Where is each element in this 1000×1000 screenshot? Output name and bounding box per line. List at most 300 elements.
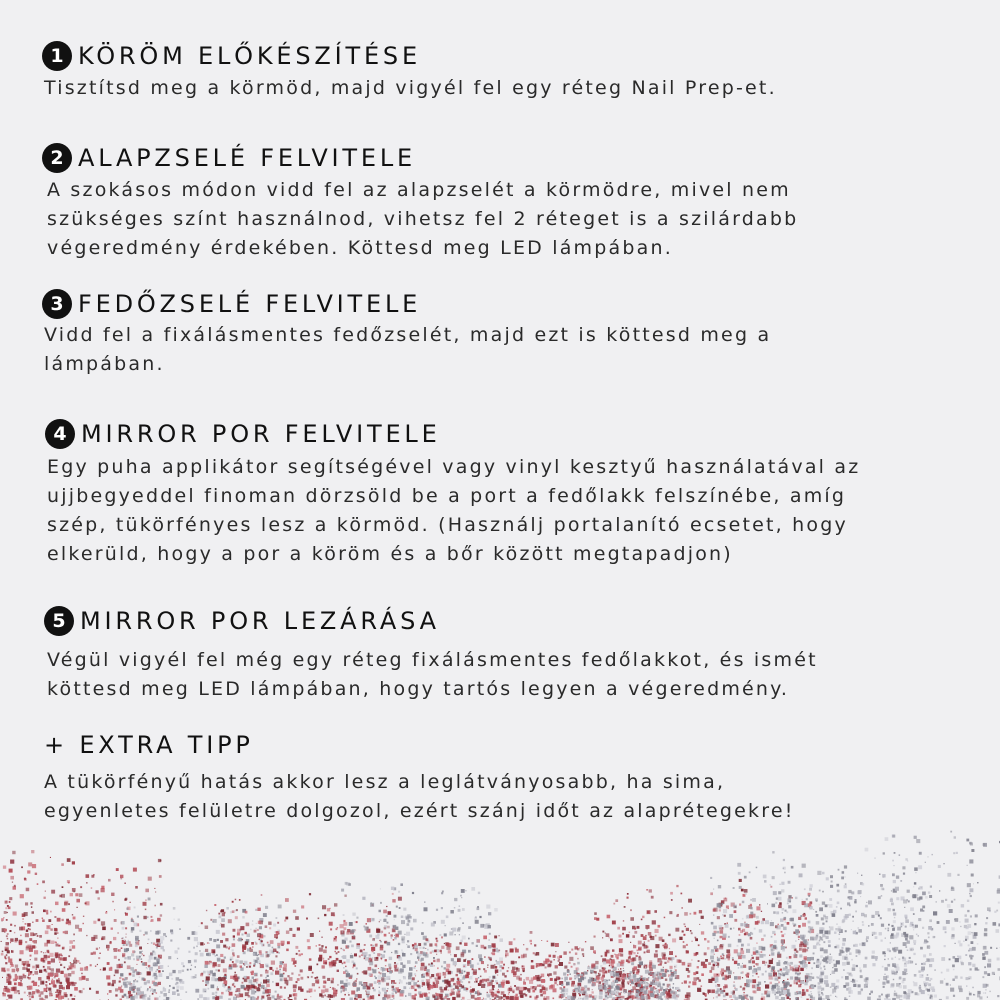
glitter-particle bbox=[611, 955, 614, 958]
glitter-particle bbox=[764, 964, 766, 966]
glitter-particle bbox=[68, 973, 71, 976]
glitter-particle bbox=[350, 930, 354, 934]
glitter-particle bbox=[65, 931, 68, 934]
glitter-particle bbox=[925, 896, 928, 899]
glitter-particle bbox=[311, 976, 313, 978]
glitter-particle bbox=[398, 897, 402, 901]
glitter-particle bbox=[263, 988, 264, 989]
glitter-particle bbox=[856, 980, 857, 981]
glitter-particle bbox=[761, 951, 763, 953]
glitter-particle bbox=[239, 994, 243, 998]
glitter-particle bbox=[6, 919, 8, 921]
glitter-particle bbox=[457, 928, 460, 931]
glitter-particle bbox=[109, 967, 113, 971]
glitter-particle bbox=[256, 957, 259, 960]
glitter-particle bbox=[286, 931, 289, 934]
glitter-particle bbox=[188, 960, 191, 963]
glitter-particle bbox=[34, 971, 38, 975]
glitter-particle bbox=[354, 921, 355, 922]
glitter-particle bbox=[656, 988, 657, 989]
glitter-particle bbox=[762, 961, 765, 964]
glitter-particle bbox=[156, 959, 159, 962]
glitter-particle bbox=[688, 899, 692, 903]
glitter-particle bbox=[153, 943, 156, 946]
glitter-particle bbox=[757, 989, 759, 991]
glitter-particle bbox=[697, 966, 699, 968]
glitter-particle bbox=[683, 934, 685, 936]
glitter-particle bbox=[321, 990, 325, 994]
glitter-particle bbox=[509, 988, 513, 992]
glitter-particle bbox=[344, 988, 347, 991]
glitter-particle bbox=[337, 984, 338, 985]
glitter-particle bbox=[795, 941, 796, 942]
glitter-particle bbox=[771, 920, 772, 921]
glitter-particle bbox=[319, 987, 321, 989]
glitter-particle bbox=[135, 886, 138, 889]
glitter-particle bbox=[109, 942, 111, 944]
glitter-particle bbox=[858, 991, 862, 995]
glitter-particle bbox=[670, 966, 673, 969]
glitter-particle bbox=[420, 967, 424, 971]
glitter-particle bbox=[176, 977, 180, 981]
glitter-particle bbox=[652, 965, 656, 969]
glitter-particle bbox=[858, 929, 862, 933]
glitter-particle bbox=[420, 960, 422, 962]
glitter-particle bbox=[126, 908, 128, 910]
glitter-particle bbox=[657, 975, 661, 979]
glitter-particle bbox=[667, 960, 670, 963]
glitter-particle bbox=[728, 958, 730, 960]
glitter-particle bbox=[8, 906, 11, 909]
glitter-particle bbox=[963, 941, 964, 942]
glitter-particle bbox=[733, 972, 734, 973]
glitter-particle bbox=[531, 960, 533, 962]
step-5-description: Végül vigyél fel még egy réteg fixálásmentes fedőlakkot, és ismét köttesd meg LED lámpában, hogy tartós legyen a végeredmény. bbox=[47, 649, 818, 700]
glitter-particle bbox=[23, 921, 24, 922]
glitter-particle bbox=[3, 866, 6, 869]
glitter-particle bbox=[627, 897, 629, 899]
glitter-particle bbox=[605, 954, 608, 957]
glitter-particle bbox=[73, 917, 76, 920]
glitter-particle bbox=[983, 992, 985, 994]
glitter-particle bbox=[124, 899, 126, 901]
glitter-particle bbox=[478, 977, 479, 978]
glitter-particle bbox=[131, 953, 134, 956]
glitter-particle bbox=[969, 991, 970, 992]
glitter-particle bbox=[885, 938, 886, 939]
glitter-particle bbox=[950, 985, 951, 986]
glitter-particle bbox=[933, 911, 937, 915]
glitter-particle bbox=[891, 903, 894, 906]
glitter-particle bbox=[139, 930, 141, 932]
glitter-particle bbox=[122, 937, 124, 939]
glitter-particle bbox=[907, 949, 909, 951]
glitter-particle bbox=[233, 938, 235, 940]
glitter-particle bbox=[510, 986, 511, 987]
glitter-particle bbox=[620, 968, 621, 969]
glitter-particle bbox=[523, 981, 524, 982]
glitter-particle bbox=[675, 987, 678, 990]
glitter-particle bbox=[27, 995, 28, 996]
glitter-particle bbox=[780, 974, 781, 975]
glitter-particle bbox=[400, 968, 404, 972]
glitter-particle bbox=[235, 960, 238, 963]
glitter-particle bbox=[12, 851, 15, 854]
glitter-particle bbox=[263, 913, 267, 917]
glitter-particle bbox=[574, 964, 576, 966]
glitter-particle bbox=[372, 987, 374, 989]
glitter-particle bbox=[406, 944, 407, 945]
glitter-particle bbox=[372, 945, 374, 947]
glitter-particle bbox=[22, 918, 24, 920]
glitter-particle bbox=[267, 981, 269, 983]
glitter-particle bbox=[644, 996, 648, 1000]
glitter-particle bbox=[734, 982, 735, 983]
glitter-particle bbox=[431, 923, 435, 927]
glitter-particle bbox=[728, 908, 729, 909]
glitter-particle bbox=[79, 963, 80, 964]
glitter-particle bbox=[114, 919, 117, 922]
glitter-particle bbox=[196, 946, 198, 948]
glitter-particle bbox=[758, 982, 761, 985]
glitter-particle bbox=[24, 912, 28, 916]
glitter-particle bbox=[796, 932, 799, 935]
glitter-particle bbox=[728, 971, 732, 975]
glitter-particle bbox=[941, 900, 944, 903]
glitter-particle bbox=[929, 946, 931, 948]
glitter-particle bbox=[387, 942, 391, 946]
glitter-particle bbox=[118, 987, 122, 991]
glitter-particle bbox=[194, 960, 197, 963]
glitter-particle bbox=[18, 993, 20, 995]
glitter-particle bbox=[920, 909, 923, 912]
glitter-particle bbox=[771, 970, 773, 972]
glitter-particle bbox=[871, 923, 874, 926]
glitter-particle bbox=[733, 995, 736, 998]
glitter-particle bbox=[555, 943, 559, 947]
glitter-particle bbox=[333, 992, 337, 996]
glitter-particle bbox=[252, 977, 254, 979]
glitter-particle bbox=[795, 897, 797, 899]
glitter-particle bbox=[93, 921, 96, 924]
glitter-particle bbox=[737, 945, 739, 947]
glitter-particle bbox=[985, 922, 987, 924]
glitter-particle bbox=[471, 995, 475, 999]
glitter-particle bbox=[772, 851, 774, 853]
glitter-particle bbox=[34, 950, 38, 954]
glitter-particle bbox=[740, 986, 742, 988]
glitter-particle bbox=[801, 937, 804, 940]
glitter-particle bbox=[483, 936, 487, 940]
glitter-particle bbox=[669, 986, 671, 988]
glitter-particle bbox=[273, 924, 276, 927]
glitter-particle bbox=[147, 943, 148, 944]
glitter-particle bbox=[200, 953, 204, 957]
glitter-particle bbox=[875, 911, 879, 915]
glitter-particle bbox=[660, 993, 663, 996]
glitter-particle bbox=[150, 930, 152, 932]
glitter-particle bbox=[786, 911, 788, 913]
glitter-particle bbox=[240, 966, 242, 968]
glitter-particle bbox=[275, 971, 279, 975]
glitter-particle bbox=[845, 883, 847, 885]
glitter-particle bbox=[272, 947, 274, 949]
glitter-particle bbox=[750, 899, 752, 901]
glitter-particle bbox=[49, 983, 51, 985]
glitter-particle bbox=[205, 926, 209, 930]
glitter-particle bbox=[617, 963, 621, 967]
glitter-particle bbox=[357, 987, 361, 991]
glitter-particle bbox=[96, 890, 99, 893]
glitter-particle bbox=[275, 955, 277, 957]
glitter-particle bbox=[467, 963, 470, 966]
glitter-particle bbox=[764, 935, 766, 937]
glitter-particle bbox=[628, 989, 629, 990]
glitter-particle bbox=[765, 962, 767, 964]
glitter-particle bbox=[946, 920, 950, 924]
glitter-particle bbox=[717, 931, 720, 934]
glitter-particle bbox=[266, 952, 268, 954]
glitter-particle bbox=[665, 943, 667, 945]
glitter-particle bbox=[814, 985, 816, 987]
glitter-particle bbox=[141, 961, 143, 963]
glitter-particle bbox=[515, 994, 517, 996]
glitter-particle bbox=[323, 950, 327, 954]
glitter-particle bbox=[945, 931, 947, 933]
glitter-particle bbox=[217, 987, 218, 988]
glitter-particle bbox=[6, 935, 8, 937]
glitter-particle bbox=[621, 992, 622, 993]
glitter-particle bbox=[129, 973, 132, 976]
glitter-particle bbox=[28, 862, 32, 866]
glitter-particle bbox=[984, 951, 988, 955]
glitter-particle bbox=[55, 985, 57, 987]
glitter-particle bbox=[924, 985, 926, 987]
glitter-particle bbox=[310, 933, 314, 937]
glitter-particle bbox=[653, 991, 656, 994]
glitter-particle bbox=[669, 911, 672, 914]
glitter-particle bbox=[341, 933, 344, 936]
glitter-particle bbox=[778, 960, 780, 962]
glitter-particle bbox=[913, 949, 914, 950]
glitter-particle bbox=[817, 976, 820, 979]
glitter-particle bbox=[693, 972, 696, 975]
glitter-particle bbox=[328, 958, 330, 960]
glitter-particle bbox=[774, 994, 776, 996]
glitter-particle bbox=[80, 886, 82, 888]
glitter-particle bbox=[237, 955, 240, 958]
glitter-particle bbox=[793, 909, 797, 913]
glitter-particle bbox=[93, 952, 96, 955]
glitter-particle bbox=[193, 947, 195, 949]
glitter-particle bbox=[880, 884, 883, 887]
glitter-particle bbox=[26, 888, 30, 892]
glitter-particle bbox=[171, 978, 173, 980]
glitter-particle bbox=[725, 958, 727, 960]
glitter-particle bbox=[732, 959, 734, 961]
glitter-particle bbox=[214, 973, 216, 975]
glitter-particle bbox=[71, 971, 74, 974]
glitter-particle bbox=[476, 981, 478, 983]
glitter-particle bbox=[364, 944, 366, 946]
glitter-particle bbox=[632, 935, 635, 938]
glitter-particle bbox=[913, 940, 916, 943]
glitter-particle bbox=[384, 934, 387, 937]
glitter-particle bbox=[212, 996, 215, 999]
glitter-particle bbox=[235, 994, 236, 995]
glitter-particle bbox=[422, 986, 423, 987]
glitter-particle bbox=[894, 852, 896, 854]
glitter-particle bbox=[590, 946, 594, 950]
glitter-particle bbox=[497, 974, 498, 975]
glitter-particle bbox=[237, 929, 241, 933]
glitter-particle bbox=[836, 906, 838, 908]
glitter-particle bbox=[761, 938, 764, 941]
glitter-particle bbox=[787, 902, 789, 904]
glitter-particle bbox=[368, 967, 372, 971]
glitter-particle bbox=[969, 842, 972, 845]
glitter-particle bbox=[394, 962, 396, 964]
glitter-particle bbox=[219, 977, 220, 978]
glitter-particle bbox=[973, 883, 974, 884]
glitter-particle bbox=[805, 991, 807, 993]
glitter-particle bbox=[495, 972, 496, 973]
glitter-particle bbox=[363, 949, 365, 951]
glitter-particle bbox=[222, 978, 224, 980]
glitter-particle bbox=[36, 965, 40, 969]
glitter-particle bbox=[378, 975, 382, 979]
glitter-particle bbox=[908, 989, 912, 993]
glitter-particle bbox=[285, 898, 289, 902]
glitter-particle bbox=[253, 965, 255, 967]
glitter-particle bbox=[142, 963, 145, 966]
glitter-particle bbox=[276, 937, 278, 939]
glitter-particle bbox=[639, 962, 641, 964]
glitter-particle bbox=[234, 986, 236, 988]
glitter-particle bbox=[828, 904, 829, 905]
glitter-particle bbox=[426, 969, 429, 972]
glitter-particle bbox=[403, 976, 406, 979]
glitter-particle bbox=[798, 965, 800, 967]
glitter-particle bbox=[903, 873, 905, 875]
glitter-particle bbox=[298, 974, 300, 976]
glitter-particle bbox=[763, 954, 765, 956]
glitter-particle bbox=[263, 945, 264, 946]
glitter-particle bbox=[64, 967, 66, 969]
glitter-particle bbox=[903, 942, 907, 946]
glitter-particle bbox=[96, 991, 99, 994]
glitter-particle bbox=[201, 922, 203, 924]
glitter-particle bbox=[437, 959, 440, 962]
glitter-particle bbox=[206, 976, 210, 980]
glitter-particle bbox=[686, 968, 689, 971]
glitter-particle bbox=[858, 984, 861, 987]
glitter-particle bbox=[753, 947, 756, 950]
glitter-particle bbox=[599, 970, 602, 973]
glitter-particle bbox=[54, 916, 56, 918]
glitter-particle bbox=[495, 960, 497, 962]
glitter-particle bbox=[581, 977, 585, 981]
glitter-particle bbox=[228, 986, 230, 988]
glitter-particle bbox=[145, 983, 147, 985]
glitter-particle bbox=[602, 937, 603, 938]
glitter-particle bbox=[269, 953, 271, 955]
glitter-particle bbox=[691, 960, 692, 961]
glitter-particle bbox=[918, 918, 921, 921]
glitter-particle bbox=[770, 922, 774, 926]
glitter-particle bbox=[183, 965, 185, 967]
glitter-particle bbox=[787, 979, 788, 980]
glitter-particle bbox=[799, 954, 802, 957]
glitter-particle bbox=[195, 989, 199, 993]
glitter-particle bbox=[440, 950, 442, 952]
glitter-particle bbox=[722, 957, 724, 959]
glitter-particle bbox=[208, 988, 210, 990]
glitter-particle bbox=[921, 967, 925, 971]
glitter-particle bbox=[448, 985, 450, 987]
glitter-particle bbox=[350, 975, 353, 978]
glitter-particle bbox=[261, 894, 263, 896]
glitter-particle bbox=[905, 926, 907, 928]
step-5-title: MIRROR POR LEZÁRÁSA bbox=[80, 607, 440, 635]
glitter-particle bbox=[8, 943, 9, 944]
glitter-particle bbox=[20, 950, 24, 954]
glitter-particle bbox=[33, 974, 34, 975]
glitter-particle bbox=[820, 955, 823, 958]
glitter-particle bbox=[450, 985, 452, 987]
glitter-particle bbox=[648, 983, 649, 984]
glitter-particle bbox=[919, 974, 923, 978]
glitter-particle bbox=[467, 975, 468, 976]
glitter-particle bbox=[135, 944, 138, 947]
glitter-particle bbox=[226, 907, 229, 910]
glitter-particle bbox=[375, 977, 377, 979]
glitter-particle bbox=[111, 893, 114, 896]
glitter-particle bbox=[458, 909, 461, 912]
glitter-particle bbox=[781, 882, 784, 885]
glitter-particle bbox=[222, 933, 225, 936]
glitter-particle bbox=[987, 963, 991, 967]
glitter-particle bbox=[925, 982, 928, 985]
glitter-particle bbox=[781, 931, 783, 933]
glitter-particle bbox=[17, 990, 19, 992]
glitter-particle bbox=[369, 921, 370, 922]
glitter-particle bbox=[139, 977, 140, 978]
glitter-particle bbox=[843, 938, 847, 942]
glitter-particle bbox=[677, 959, 680, 962]
glitter-particle bbox=[262, 984, 263, 985]
glitter-particle bbox=[240, 926, 244, 930]
step-1-title: KÖRÖM ELŐKÉSZÍTÉSE bbox=[78, 42, 421, 70]
glitter-particle bbox=[782, 949, 785, 952]
glitter-particle bbox=[772, 958, 774, 960]
glitter-particle bbox=[6, 977, 8, 979]
glitter-particle bbox=[715, 963, 717, 965]
glitter-particle bbox=[590, 970, 594, 974]
glitter-particle bbox=[468, 938, 470, 940]
glitter-particle bbox=[121, 964, 123, 966]
glitter-particle bbox=[487, 982, 489, 984]
glitter-particle bbox=[301, 953, 303, 955]
glitter-particle bbox=[280, 974, 284, 978]
glitter-particle bbox=[756, 916, 759, 919]
glitter-particle bbox=[742, 988, 745, 991]
glitter-particle bbox=[846, 948, 850, 952]
glitter-particle bbox=[553, 988, 557, 992]
glitter-particle bbox=[451, 989, 454, 992]
glitter-particle bbox=[643, 988, 645, 990]
glitter-particle bbox=[210, 919, 212, 921]
